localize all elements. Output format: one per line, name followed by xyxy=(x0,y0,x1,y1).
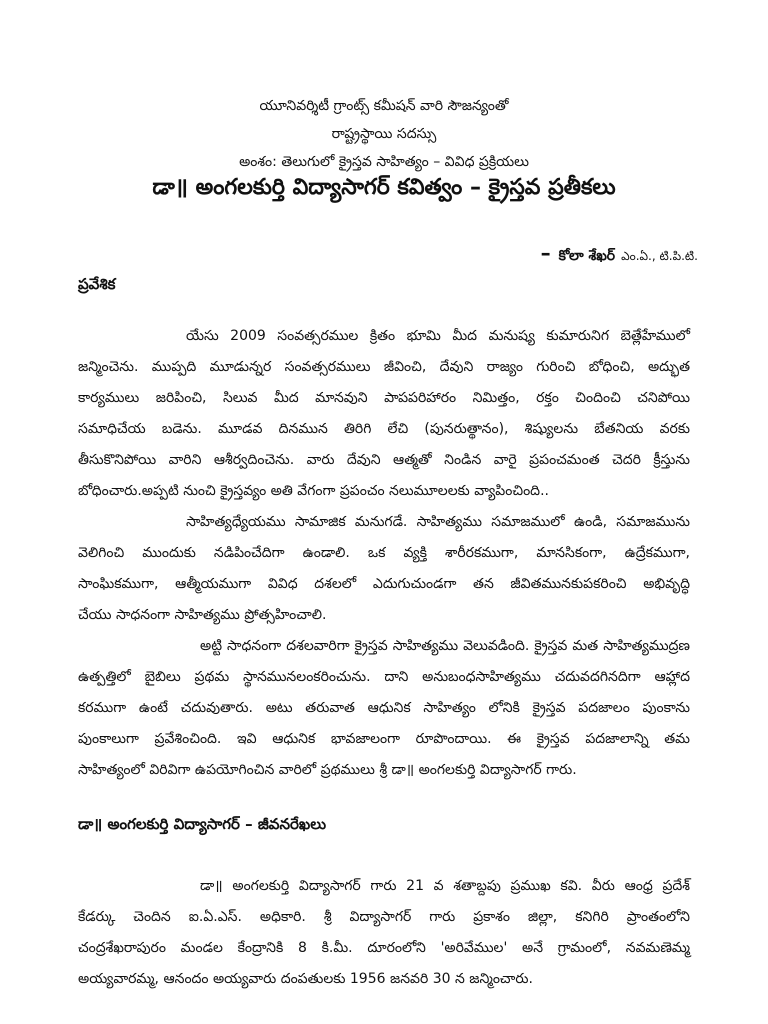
para3-line: పుంకాలుగా ప్రవేశించింది. ఇవి ఆధునిక భావజాలంగా రూపొందాయి. ఈ క్రైస్తవ పదజాలాన్ని తమ xyxy=(78,731,690,747)
header-line-2: రాష్ట్రస్థాయి సదస్సు xyxy=(331,126,437,142)
para4-line: కేడర్కు చెందిన ఐ.ఏ.ఎస్. అధికారి. శ్రీ విద్యాసాగర్ గారు ప్రకాశం జిల్లా, కనిగిరి ప్రాంతంలోని xyxy=(78,909,690,925)
para2-line: వెలిగించి ముందుకు నడిపించేదిగా ఉండాలి. ఒక వ్యక్తి శారీరకముగా, మానసికంగా, ఉద్రేకముగా, xyxy=(78,545,690,561)
para1-line: యేసు 2009 సంవత్సరముల క్రితం భూమి మీద మనుష్య కుమారునిగ బెత్లేహేములో xyxy=(186,328,690,344)
para1-line: తీసుకొనిపోయి వారిని ఆశీర్వదించెను. వారు దేవుని ఆత్మతో నిండిన వారై ప్రపంచమంత చెదరి క్రీస్తును xyxy=(78,452,690,468)
author-degrees: ఎం.ఏ., టి.పి.టి. xyxy=(621,249,698,263)
author-name: కోలా శేఖర్ xyxy=(558,248,616,264)
para4-line: డా॥ అంగలకుర్తి విద్యాసాగర్ గారు 21 వ శతాబ్దపు ప్రముఖ కవి. వీరు ఆంధ్ర ప్రదేశ్ xyxy=(200,878,690,894)
para4-line: అయ్యవారమ్మ, ఆనందం అయ్యవారు దంపతులకు 1956 జనవరి 30 న జన్మించారు. xyxy=(78,971,533,987)
para1-line: జన్మించెను. ముప్పది మూడున్నర సంవత్సరములు జీవించి, దేవుని రాజ్యం గురించి బోధించి, అద్భుత xyxy=(78,359,690,375)
author-dash: – xyxy=(540,241,551,265)
para1-line: సమాధిచేయ బడెను. మూడవ దినమున తిరిగి లేచి (పునరుత్థానం), శిష్యులను బేతనియ వరకు xyxy=(78,421,690,437)
para3-line: కరముగా ఉంటే చదువుతారు. అటు తరువాత ఆధునిక సాహిత్యం లోనికి క్రైస్తవ పదజాలం పుంకాను xyxy=(78,700,690,716)
para3-line: సాహిత్యంలో విరివిగా ఉపయోగించిన వారిలో ప్రథములు శ్రీ డా॥ అంగలకుర్తి విద్యాసాగర్ గారు. xyxy=(78,762,577,778)
author-line xyxy=(541,240,698,269)
para1-line: కార్యములు జరిపించి, సిలువ మీద మానవుని పాపపరిహారం నిమిత్తం, రక్తం చిందించి చనిపోయి xyxy=(78,390,690,406)
section-heading-biography: డా॥ అంగలకుర్తి విద్యాసాగర్ – జీవనరేఖలు xyxy=(78,815,327,833)
para2-line: చేయు సాధనంగా సాహిత్యము ప్రోత్సహించాలి. xyxy=(78,607,327,623)
para4-line: చంద్రశేఖరాపురం మండల కేంద్రానికి 8 కి.మీ. దూరంలోని 'అరివేముల' అనే గ్రామంలో, నవమణెమ్మ xyxy=(78,940,690,956)
header-line-1: యూనివర్శిటీ గ్రాంట్స్ కమీషన్ వారి సౌజన్యంతో xyxy=(259,98,509,114)
para1-line: బోధించారు.అప్పటి నుంచి క్రైస్తవ్యం అతి వేగంగా ప్రపంచం నలుమూలలకు వ్యాపించింది.. xyxy=(78,483,549,499)
paper-title: డా॥ అంగలకుర్తి విద్యాసాగర్ కవిత్వం – క్రైస్తవ ప్రతీకలు xyxy=(152,175,616,200)
para3-line: అట్టి సాధనంగా దశలవారిగా క్రైస్తవ సాహిత్యము వెలువడింది. క్రైస్తవ మత సాహిత్యముద్రణ xyxy=(200,638,690,654)
para3-line: ఉత్పత్తిలో బైబిలు ప్రథమ స్థానమునలంకరించును. దాని అనుబంధసాహిత్యము చదువదగినదిగా ఆహ్లాద xyxy=(78,669,690,685)
para2-line: సాహిత్యధ్యేయము సామాజిక మనుగడే. సాహిత్యము సమాజములో ఉండి, సమాజమును xyxy=(186,514,690,530)
header-line-3: అంశం: తెలుగులో క్రైస్తవ సాహిత్యం – వివిధ ప్రక్రియలు xyxy=(239,154,529,170)
section-heading-intro: ప్రవేశిక xyxy=(78,275,116,293)
para2-line: సాంఘికముగా, ఆత్మీయముగా వివిధ దశలలో ఎదుగుచుండగా తన జీవితమునకుపకరించి అభివృద్ధి xyxy=(78,576,690,592)
